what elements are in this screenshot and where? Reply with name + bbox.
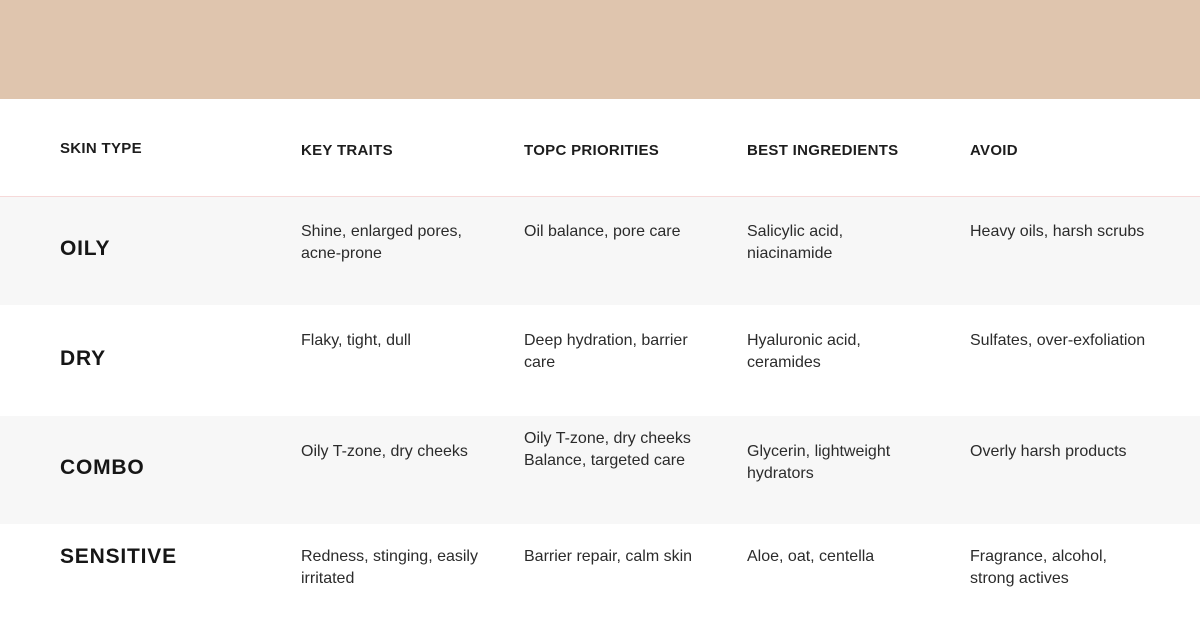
header-banner xyxy=(0,0,1200,99)
row-priorities xyxy=(524,330,694,374)
row-skin-type: OILY xyxy=(60,237,111,260)
row-best-ingredients: Salicylic acid, niacinamide xyxy=(747,223,844,262)
priority-line: Oily T-zone, dry cheeks xyxy=(524,430,691,447)
row-best-ingredients: Glycerin, lightweight hydrators xyxy=(747,443,891,482)
row-avoid: Overly harsh products xyxy=(970,443,1127,460)
row-key-traits: Redness, stinging, easily irritated xyxy=(301,548,478,587)
header-priorities: TOPC PRIORITIES xyxy=(524,142,660,159)
row-best-ingredients: Hyaluronic acid, ceramides xyxy=(747,332,861,371)
table-row xyxy=(0,197,1200,305)
header-key-traits: KEY TRAITS xyxy=(301,142,393,159)
table-header xyxy=(0,99,1200,197)
row-avoid: Fragrance, alcohol, strong actives xyxy=(970,548,1107,587)
row-skin-type: SENSITIVE xyxy=(60,545,177,568)
header-skin-type: SKIN TYPE xyxy=(60,140,142,157)
row-best-ingredients: Aloe, oat, centella xyxy=(747,548,875,565)
priority-line: Barrier repair, calm skin xyxy=(524,548,693,565)
table-row xyxy=(0,305,1200,416)
priority-line: Deep hydration, barrier care xyxy=(524,332,688,371)
header-avoid: AVOID xyxy=(970,142,1018,159)
row-avoid: Sulfates, over-exfoliation xyxy=(970,332,1146,349)
table-row xyxy=(0,416,1200,524)
row-avoid: Heavy oils, harsh scrubs xyxy=(970,223,1145,240)
priority-line: Oil balance, pore care xyxy=(524,223,681,240)
row-skin-type: COMBO xyxy=(60,456,145,479)
row-priorities xyxy=(524,546,694,568)
row-skin-type: DRY xyxy=(60,347,106,370)
priority-line: Balance, targeted care xyxy=(524,452,685,469)
row-key-traits: Oily T-zone, dry cheeks xyxy=(301,443,468,460)
row-key-traits: Flaky, tight, dull xyxy=(301,332,411,349)
table-row xyxy=(0,524,1200,627)
row-priorities xyxy=(524,428,694,472)
header-best-ingredients: BEST INGREDIENTS xyxy=(747,142,899,159)
row-priorities xyxy=(524,221,694,243)
row-key-traits: Shine, enlarged pores, acne-prone xyxy=(301,223,462,262)
